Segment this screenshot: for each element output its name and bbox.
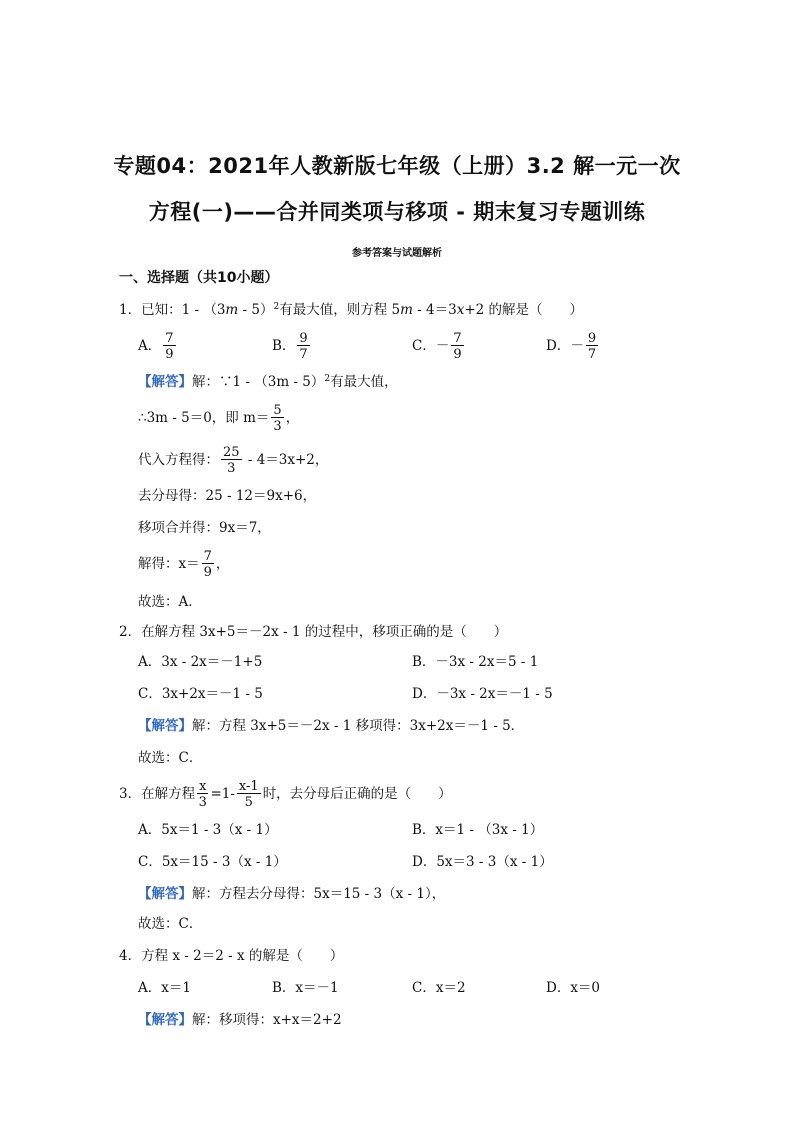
fraction: $\frac{7}{9}$	[203, 549, 212, 580]
q1-option-a: A． $\frac{7}{9}$	[138, 331, 174, 362]
fraction: $\frac{25}{3}$	[223, 445, 240, 476]
q1-option-b: B． $\frac{9}{7}$	[272, 331, 308, 362]
q2-option-c: C．3x+2x＝－1 - 5	[138, 686, 263, 702]
q2-option-a: A．3x - 2x＝－1+5	[138, 654, 263, 670]
q1-answer-line3: 代入方程得： $\frac{25}{3}$ - 4＝3x+2，	[138, 445, 329, 476]
answer-tag: 【解答】	[138, 718, 192, 734]
answer-tag: 【解答】	[138, 1012, 192, 1028]
answer-tag: 【解答】	[138, 886, 192, 902]
fraction: $\frac{x}{3}$	[198, 779, 207, 810]
q1-answer-line6: 解得：x＝ $\frac{7}{9}$ ，	[138, 549, 230, 580]
q1-option-d: D．－ $\frac{9}{7}$	[546, 331, 597, 362]
q4-option-d: D．x＝0	[546, 980, 601, 996]
q4-option-a: A．x＝1	[138, 980, 191, 996]
q2-answer-line2: 故选：C．	[138, 750, 203, 766]
q2-option-b: B．－3x - 2x＝5 - 1	[412, 654, 539, 670]
q2-answer-line1: 【解答】解：方程 3x+5＝－2x - 1 移项得：3x+2x＝－1 - 5．	[138, 718, 525, 734]
q4-option-b: B．x＝－1	[272, 980, 339, 996]
q3-answer-line2: 故选：C．	[138, 916, 203, 932]
q1-answer-line5: 移项合并得：9x＝7，	[138, 520, 271, 536]
fraction: $\frac{9}{7}$	[299, 331, 308, 362]
q2-stem: 2．在解方程 3x+5＝－2x - 1 的过程中，移项正确的是（ ）	[119, 624, 508, 640]
fraction: $\frac{5}{3}$	[273, 403, 282, 434]
answer-tag: 【解答】	[138, 374, 192, 390]
q3-option-a: A．5x＝1 - 3（x - 1）	[138, 822, 278, 838]
q1-answer-line2: ∴3m - 5＝0，即 m＝ $\frac{5}{3}$ ，	[138, 403, 300, 434]
document-title-line2: 方程(一)——合并同类项与移项 - 期末复习专题训练	[148, 200, 646, 224]
q4-option-c: C．x＝2	[412, 980, 466, 996]
fraction: $\frac{9}{7}$	[587, 331, 597, 362]
q4-stem: 4．方程 x - 2＝2 - x 的解是（ ）	[119, 948, 344, 964]
q1-answer-line4: 去分母得：25 - 12＝9x+6，	[138, 488, 317, 504]
q1-stem: 1．已知：1 - （3m - 5）$^2$有最大值，则方程 5m - 4＝3x+2 的解是（ ）	[119, 302, 584, 318]
q1-answer-line1: 【解答】解：∵1 - （3m - 5）$^2$有最大值，	[138, 374, 398, 390]
q2-option-d: D．－3x - 2x＝－1 - 5	[412, 686, 553, 702]
fraction: $\frac{7}{9}$	[165, 331, 174, 362]
q3-option-c: C．5x＝15 - 3（x - 1）	[138, 854, 287, 870]
document-title-line1: 专题04：2021年人教新版七年级（上册）3.2 解一元一次	[113, 154, 681, 178]
fraction: $\frac{x-1}{5}$	[238, 779, 259, 810]
q3-option-b: B．x＝1 - （3x - 1）	[412, 822, 544, 838]
fraction: $\frac{7}{9}$	[453, 331, 462, 362]
section-heading: 一、选择题（共10小题）	[119, 270, 279, 286]
q4-answer-line1: 【解答】解：移项得：x+x＝2+2	[138, 1012, 342, 1028]
q3-answer-line1: 【解答】解：方程去分母得：5x＝15 - 3（x - 1），	[138, 886, 446, 902]
q1-answer-line7: 故选：A．	[138, 594, 202, 610]
q1-option-c: C．－ $\frac{7}{9}$	[412, 331, 462, 362]
q3-option-d: D．5x＝3 - 3（x - 1）	[412, 854, 553, 870]
q3-stem: 3．在解方程 $\frac{x}{3}$ =1- $\frac{x-1}{5}$ 时，去分母后正确的是（ ）	[119, 779, 452, 810]
document-subtitle: 参考答案与试题解析	[352, 248, 442, 259]
